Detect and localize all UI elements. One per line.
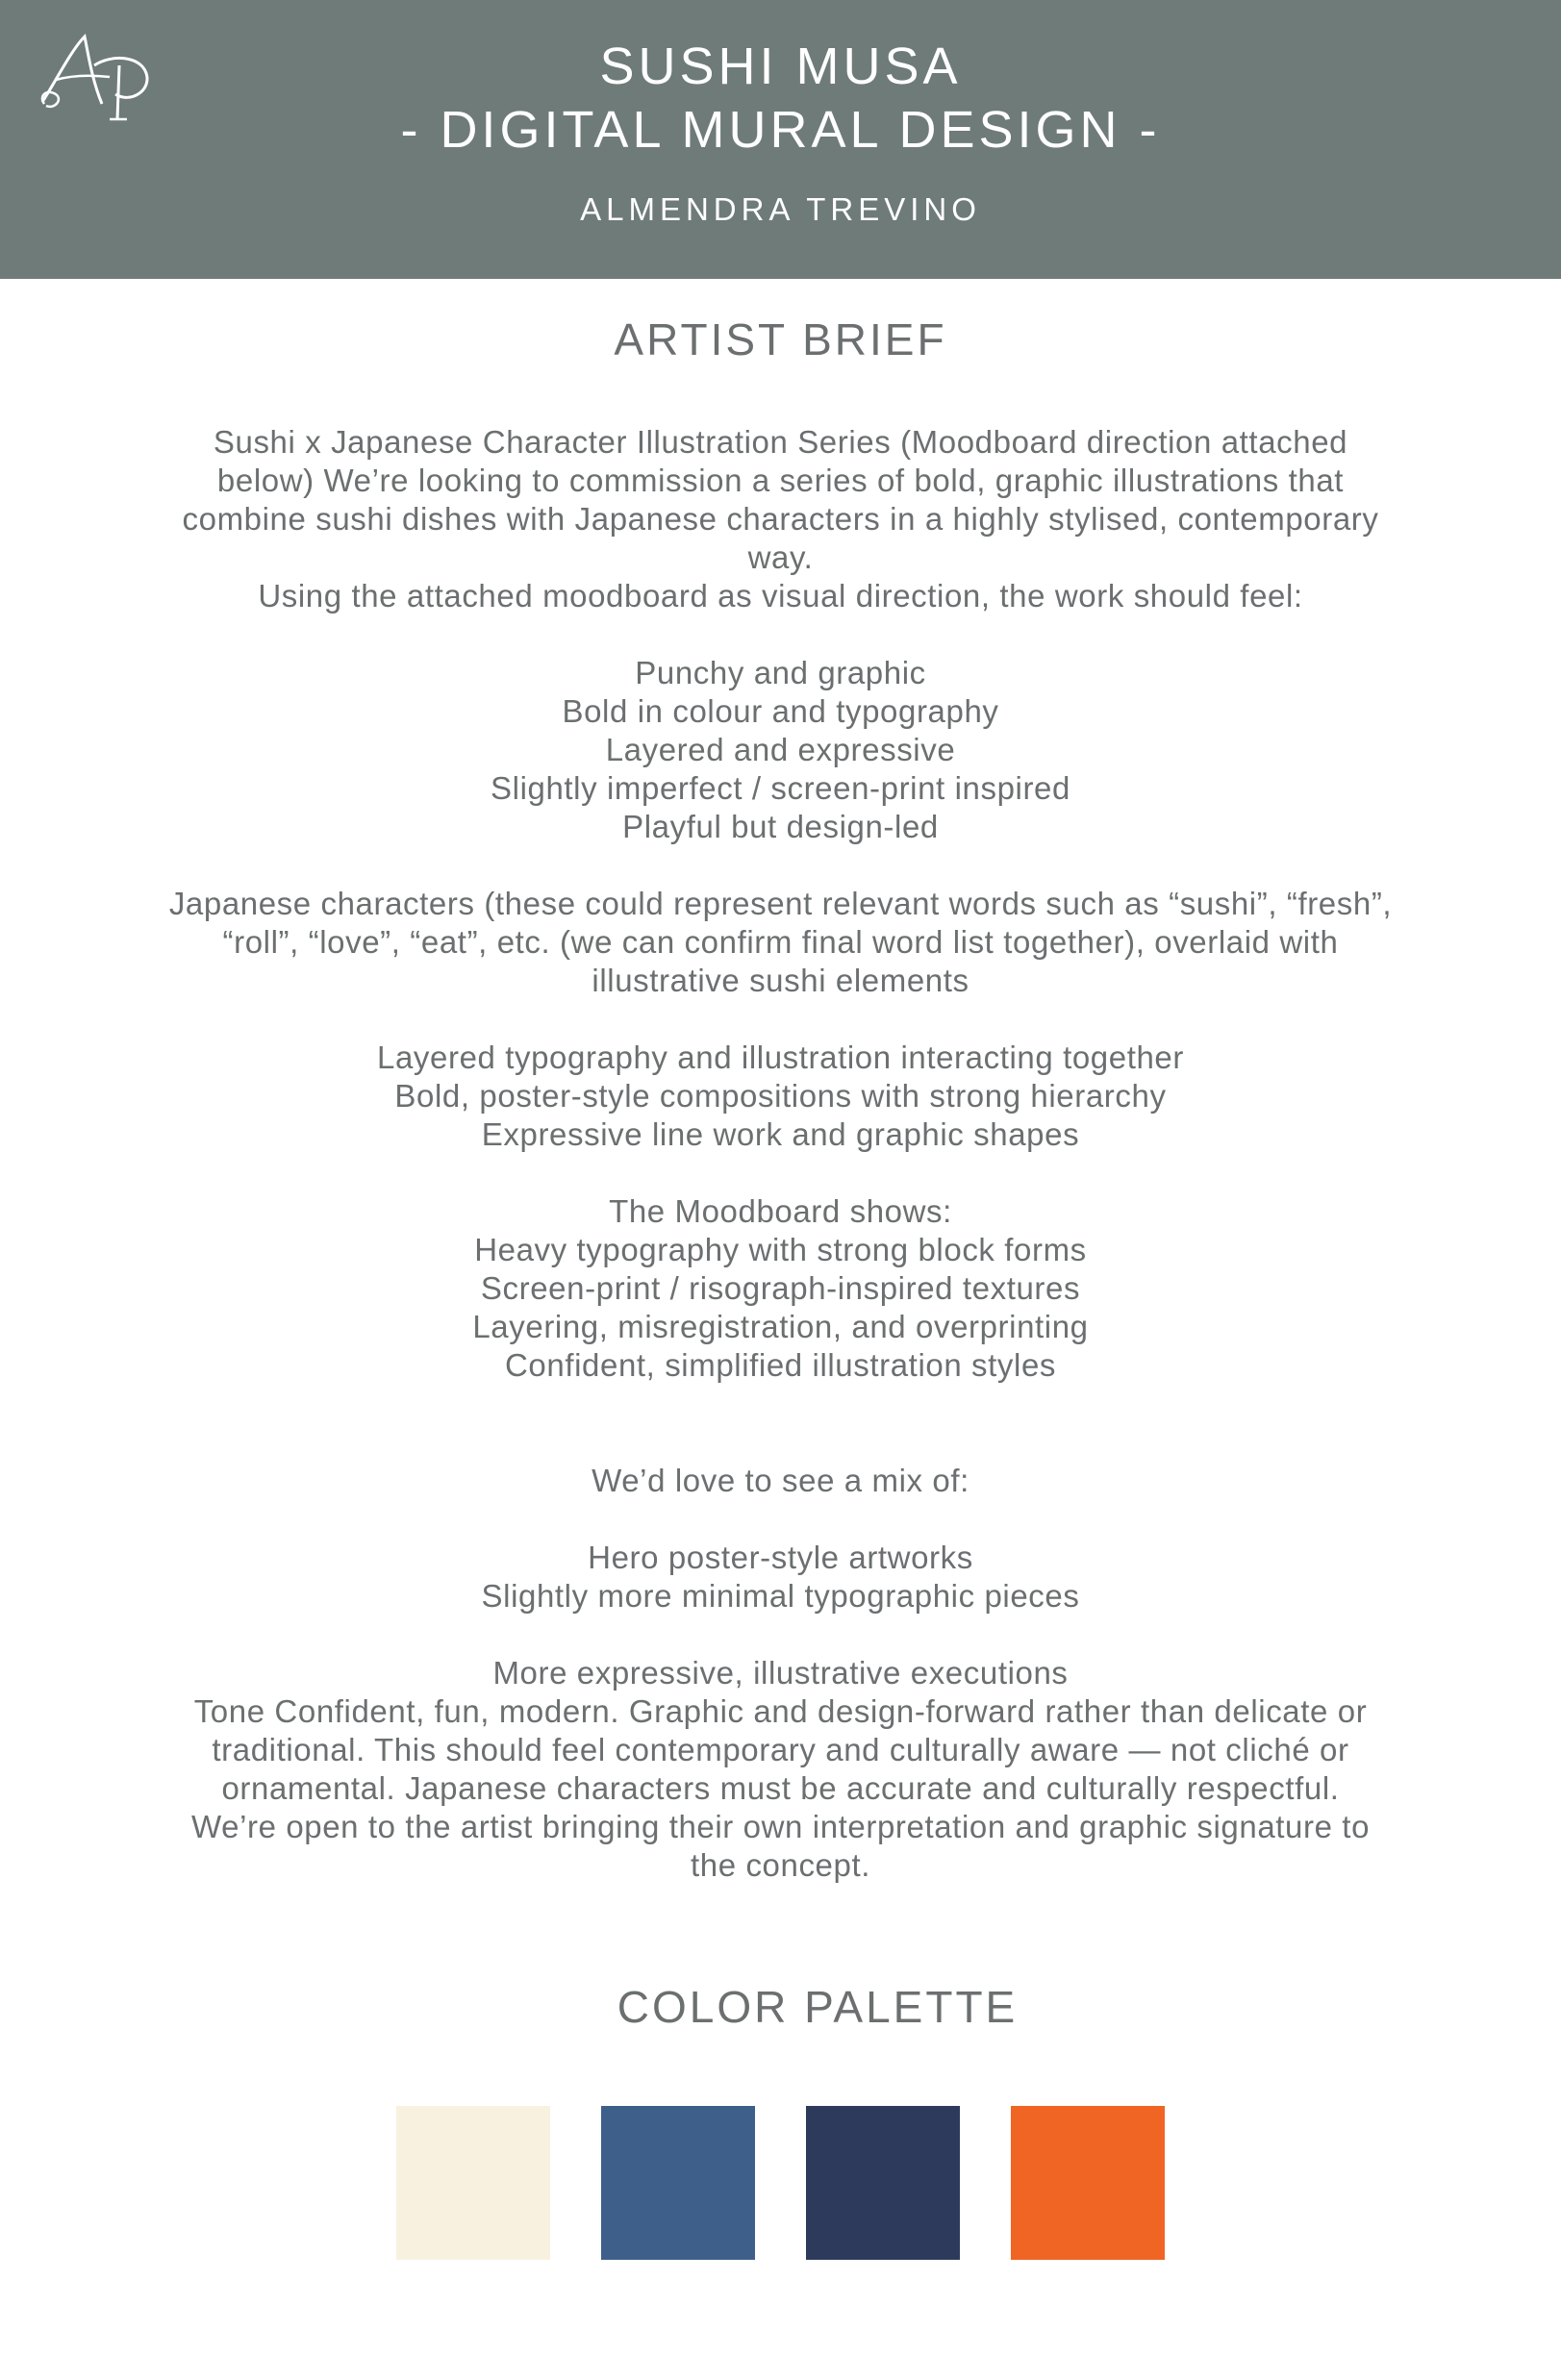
brief-line: traditional. This should feel contemporary and culturally aware — not cliché or xyxy=(212,1732,1349,1767)
brief-line: Bold, poster-style compositions with strong hierarchy xyxy=(394,1078,1167,1114)
swatch-orange xyxy=(1011,2106,1165,2260)
brief-line: way. xyxy=(747,539,814,575)
feel-item: Punchy and graphic xyxy=(635,655,926,690)
brief-line: More expressive, illustrative executions xyxy=(492,1655,1069,1691)
moodboard-item: Confident, simplified illustration styles xyxy=(505,1347,1056,1383)
swatch-navy xyxy=(806,2106,960,2260)
artist-brief-heading: ARTIST BRIEF xyxy=(614,314,947,364)
title-line-2: - DIGITAL MURAL DESIGN - xyxy=(400,101,1161,159)
feel-item: Layered and expressive xyxy=(605,732,956,767)
color-palette-heading: COLOR PALETTE xyxy=(617,1982,1019,2032)
brief-line: We’re open to the artist bringing their own interpretation and graphic signature to xyxy=(190,1809,1371,1844)
brief-line: combine sushi dishes with Japanese characters in a highly stylised, contemporary xyxy=(182,501,1379,537)
mix-item: Hero poster-style artworks xyxy=(588,1540,973,1575)
swatch-cream xyxy=(396,2106,550,2260)
color-swatches xyxy=(396,2106,1165,2260)
brief-line: the concept. xyxy=(691,1847,870,1883)
brief-line: Tone Confident, fun, modern. Graphic and design-forward rather than delicate or xyxy=(193,1693,1368,1729)
title-line-1: SUSHI MUSA xyxy=(599,38,962,95)
feel-item: Slightly imperfect / screen-print inspired xyxy=(491,770,1070,806)
brief-line: Expressive line work and graphic shapes xyxy=(481,1116,1080,1152)
moodboard-heading: The Moodboard shows: xyxy=(609,1193,952,1229)
author-name: ALMENDRA TREVINO xyxy=(580,191,981,227)
feel-item: Playful but design-led xyxy=(622,809,939,844)
brief-line: Sushi x Japanese Character Illustration Series (Moodboard direction attached xyxy=(213,424,1348,460)
swatch-blue xyxy=(601,2106,755,2260)
brief-line: illustrative sushi elements xyxy=(592,963,969,998)
feel-item: Bold in colour and typography xyxy=(562,693,999,729)
header-banner xyxy=(0,0,1561,279)
brief-line: below) We’re looking to commission a series of bold, graphic illustrations that xyxy=(216,463,1345,498)
brief-line: ornamental. Japanese characters must be accurate and culturally respectful. xyxy=(221,1770,1340,1806)
moodboard-item: Screen-print / risograph-inspired textures xyxy=(480,1270,1081,1306)
brief-line: Layered typography and illustration interacting together xyxy=(377,1040,1184,1075)
brief-line: Using the attached moodboard as visual direction, the work should feel: xyxy=(258,578,1303,614)
brief-line: Japanese characters (these could represent relevant words such as “sushi”, “fresh”, xyxy=(168,886,1393,921)
moodboard-item: Layering, misregistration, and overprinting xyxy=(472,1309,1089,1344)
moodboard-item: Heavy typography with strong block forms xyxy=(474,1232,1087,1267)
mix-item: Slightly more minimal typographic pieces xyxy=(481,1578,1080,1614)
artist-brief-body xyxy=(77,423,1484,1885)
mix-heading: We’d love to see a mix of: xyxy=(592,1463,969,1498)
brief-line: “roll”, “love”, “eat”, etc. (we can confirm final word list together), overlaid with xyxy=(222,924,1339,960)
